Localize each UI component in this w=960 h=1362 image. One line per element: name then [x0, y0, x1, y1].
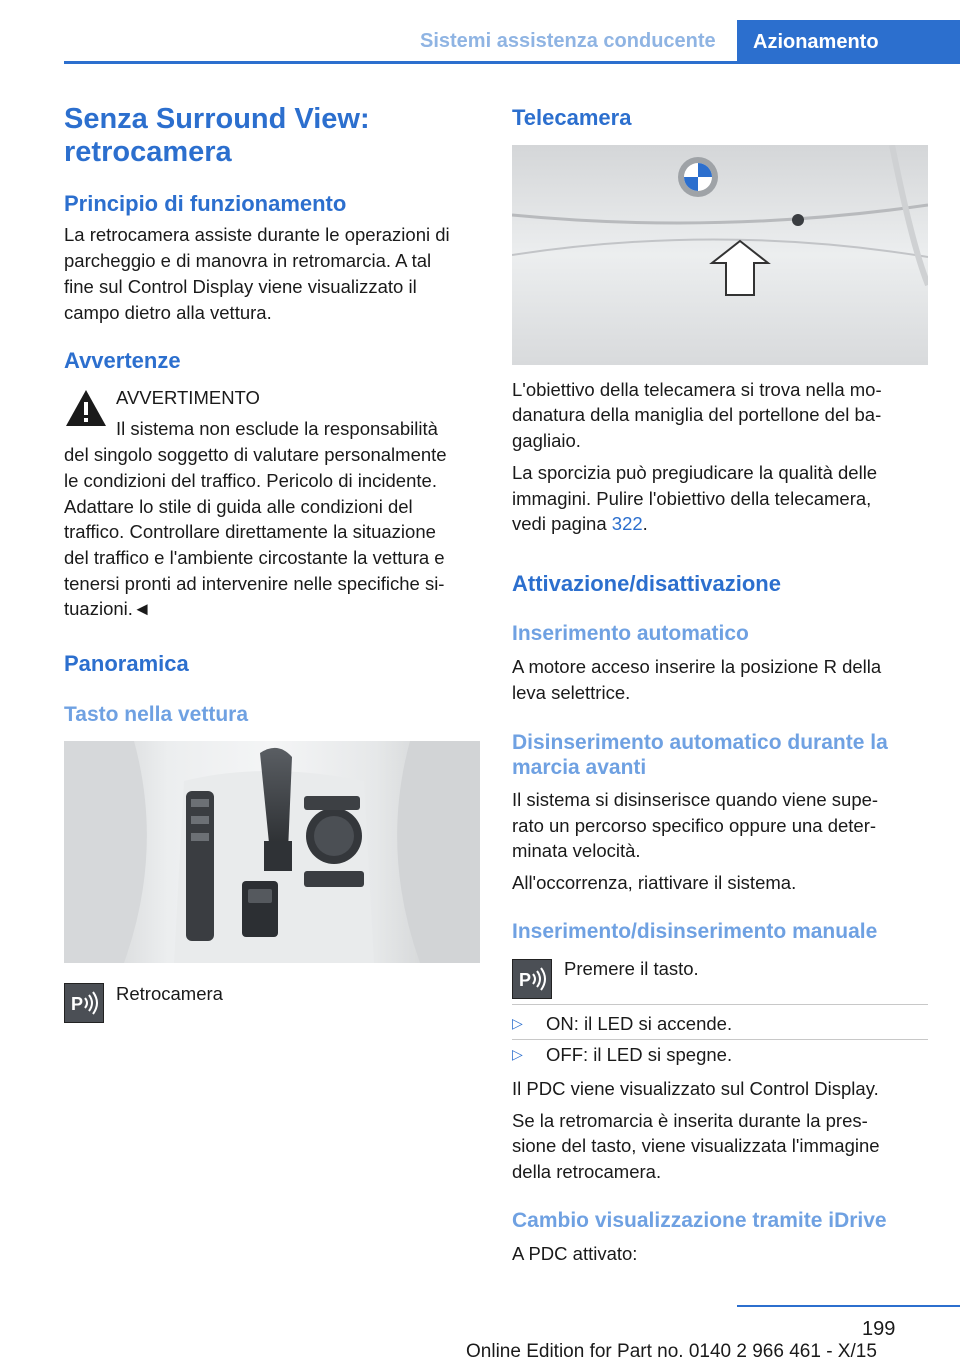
dirt-line-1: La sporcizia può pregiudicare la qualità delle [512, 462, 878, 483]
auto-on-heading: Inserimento automatico [512, 622, 749, 645]
principle-line-1: La retrocamera assiste durante le operazioni di [64, 224, 450, 245]
reverse-line-3: della retrocamera. [512, 1161, 662, 1182]
overview-heading: Panoramica [64, 651, 189, 676]
edition-note: Online Edition for Part no. 0140 2 966 461 - X/15 [466, 1341, 877, 1362]
warning-line-1: Il sistema non esclude la responsabilità [116, 418, 438, 439]
warning-line-6: del traffico e l'ambiente circostante la vettura e [64, 547, 445, 568]
svg-text:P: P [71, 994, 84, 1014]
reverse-line-1: Se la retromarcia è inserita durante la pres‐ [512, 1110, 868, 1131]
page-ref-link[interactable]: 322 [611, 513, 643, 534]
svg-text:P: P [519, 970, 532, 990]
principle-line-3: fine sul Control Display viene visualizzato il [64, 276, 417, 297]
header-rule [64, 61, 960, 64]
auto-on-line-2: leva selettrice. [512, 682, 631, 703]
camera-line-1: L'obiettivo della telecamera si trova nella mo‐ [512, 379, 882, 400]
auto-on-line-1: A motore acceso inserire la posizione R della [512, 656, 882, 677]
header-section-title: Sistemi assistenza conducente [420, 30, 716, 52]
manual-heading: Inserimento/disinserimento manuale [512, 920, 878, 943]
bullet-divider [512, 1004, 928, 1005]
dirt-line-2: immagini. Pulire l'obiettivo della telecamera, [512, 488, 872, 509]
header-chapter-tab: Azionamento [737, 20, 960, 62]
auto-off-heading-line2: marcia avanti [512, 756, 647, 779]
section-title-line2: retrocamera [64, 136, 232, 168]
page-header [0, 0, 960, 64]
warning-label: AVVERTIMENTO [116, 387, 260, 408]
warning-line-5: traffico. Controllare direttamente la situazione [64, 521, 436, 542]
page-ref-prefix: vedi pagina [512, 513, 612, 534]
page-ref-suffix: . [642, 513, 648, 534]
section-title-line1: Senza Surround View: [64, 103, 370, 135]
warning-line-2: del singolo soggetto di valutare personalmente [64, 444, 447, 465]
auto-off-heading-line1: Disinserimento automatico durante la [512, 731, 888, 754]
camera-heading: Telecamera [512, 105, 632, 130]
triangle-bullet-icon: ▷ [512, 1046, 523, 1062]
footer-rule [737, 1305, 960, 1307]
camera-line-3: gagliaio. [512, 430, 581, 451]
warning-line-8: tuazioni.◄ [64, 598, 152, 619]
principle-line-2: parcheggio e di manovra in retromarcia. A tal [64, 250, 432, 271]
parking-camera-icon [512, 959, 552, 999]
reverse-line-2: sione del tasto, viene visualizzata l'immagine [512, 1135, 880, 1156]
page-number: 199 [862, 1318, 896, 1340]
dirt-line-3 [512, 511, 648, 537]
bullet-divider [512, 1039, 928, 1040]
warning-line-4: Adattare lo stile di guida alle condizioni del [64, 496, 413, 517]
pdc-display-text: Il PDC viene visualizzato sul Control Display. [512, 1078, 879, 1099]
notes-heading: Avvertenze [64, 348, 181, 373]
auto-off-line-3: minata velocità. [512, 840, 641, 861]
principle-heading: Principio di funzionamento [64, 191, 347, 216]
activation-heading: Attivazione/disattivazione [512, 571, 781, 596]
pdc-active-text: A PDC attivato: [512, 1243, 638, 1264]
auto-off-line-1: Il sistema si disinserisce quando viene supe‐ [512, 789, 879, 810]
rear-camera-photo [512, 145, 928, 365]
triangle-bullet-icon: ▷ [512, 1015, 523, 1031]
button-heading: Tasto nella vettura [64, 703, 248, 726]
reactivate-text: All'occorrenza, riattivare il sistema. [512, 872, 797, 893]
center-console-photo [64, 741, 480, 963]
principle-line-4: campo dietro alla vettura. [64, 302, 272, 323]
parking-camera-icon [64, 983, 104, 1023]
camera-line-2: danatura della maniglia del portellone del ba‐ [512, 404, 882, 425]
warning-line-7: tenersi pronti ad intervenire nelle specifiche si‐ [64, 573, 445, 594]
warning-triangle-icon [64, 388, 108, 428]
auto-off-line-2: rato un percorso specifico oppure una deter‐ [512, 815, 877, 836]
idrive-heading: Cambio visualizzazione tramite iDrive [512, 1209, 887, 1232]
press-button-text: Premere il tasto. [564, 958, 699, 979]
warning-line-3: le condizioni del traffico. Pericolo di incidente. [64, 470, 437, 491]
button-caption: Retrocamera [116, 983, 223, 1004]
